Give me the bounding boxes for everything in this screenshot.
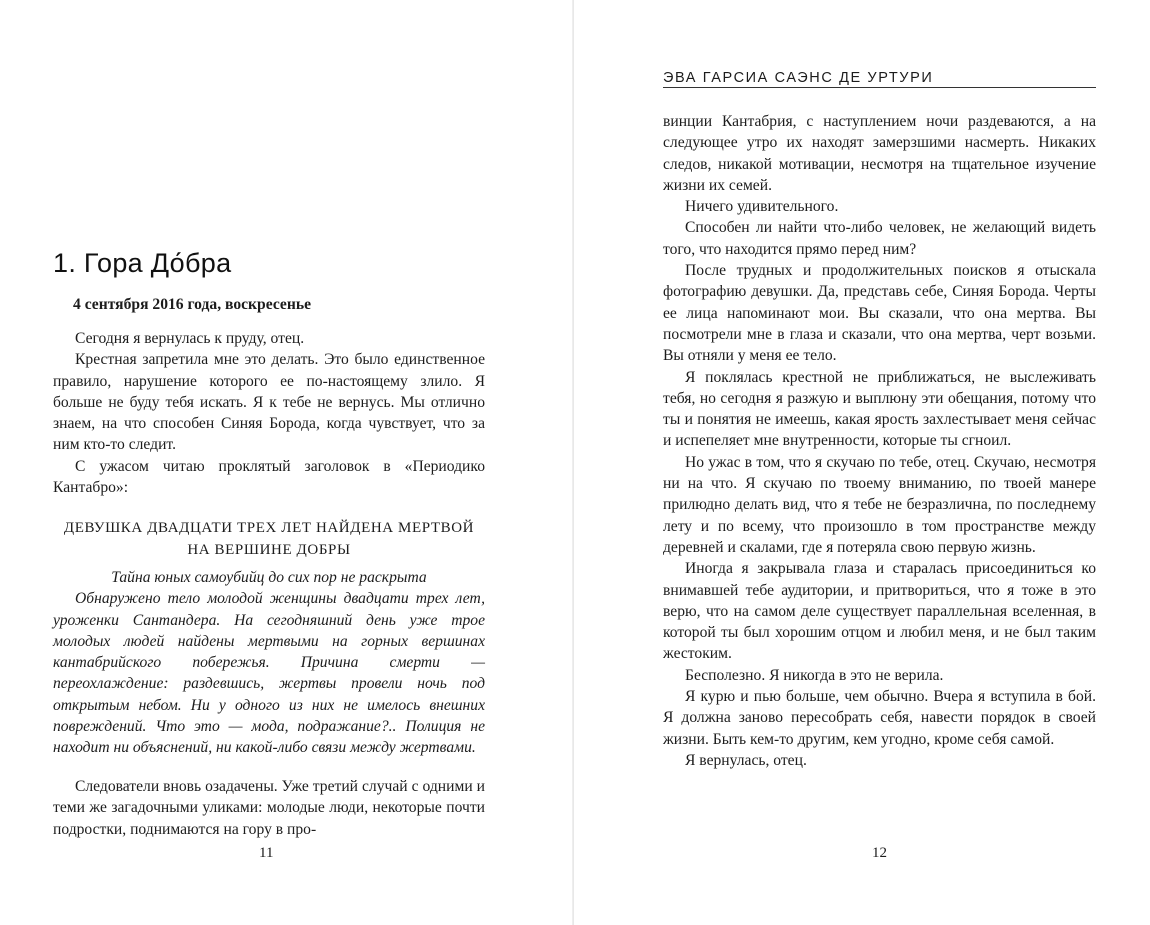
newspaper-subheadline: Тайна юных самоубийц до сих пор не раскрыта: [111, 569, 427, 586]
opening-text: [53, 328, 485, 498]
paragraph: Крестная запретила мне это делать. Это было единственное правило, нарушение которого ее по-настоящему злило. Я больше не буду тебя искать. Я к тебе не вернусь. Мы отлично знаем, на что способен Синяя Борода, когда чувствует, что за ним кто-то следит.: [53, 351, 485, 454]
running-head: ЭВА ГАРСИА САЭНС ДЕ УРТУРИ: [663, 70, 1096, 88]
paragraph: Но ужас в том, что я скучаю по тебе, отец. Скучаю, несмотря ни на что. Я скучаю по твоему вниманию, по твоей манере прилюдно делать вид, что я тебе не безразлична, по последнему лету и по всему, что произошло в том пространстве между деревней и скалами, где я потеряла свою первую жизнь.: [663, 453, 1096, 556]
page-number: 11: [259, 845, 274, 861]
newspaper-article: [53, 567, 485, 759]
headline-line: ДЕВУШКА ДВАДЦАТИ ТРЕХ ЛЕТ НАЙДЕНА МЕРТВОЙ: [63, 520, 475, 536]
article-text: Обнаружено тело молодой женщины двадцати трех лет, уроженки Сантандера. На сегодняшний день уже трое молодых людей найдены мертвыми на горных вершинах кантабрийского побережья. Причина смерти — переохлаждение: раздевшись, жертвы провели ночь под открытым небом. Ни у одного из них не имелось внешних повреждений. Что это — мода, подражание?.. Полиция не находит ни объяснений, ни какой-либо связи между жертвами.: [53, 590, 485, 757]
right-page-text: [663, 111, 1096, 771]
paragraph: Бесполезно. Я никогда в это не верила.: [685, 666, 944, 684]
paragraph: Я курю и пью больше, чем обычно. Вчера я вступила в бой. Я должна заново пересобрать себя, навести порядок в своей жизни. Быть кем-то другим, кем угодно, кроме себя самой.: [663, 688, 1096, 748]
newspaper-headline: [53, 517, 485, 561]
paragraph: Ничего удивительного.: [685, 198, 839, 216]
paragraph: Способен ли найти что-либо человек, не желающий видеть того, что находится прямо перед ним?: [663, 219, 1096, 258]
paragraph: Я поклялась крестной не приближаться, не выслеживать тебя, но сегодня я разжую и выплюну эти обещания, потому что ты и понятия не имеешь, какая ярость захлестывает меня сейчас и испепеляет мне внутренности, которые ты сгноил.: [663, 368, 1096, 450]
headline-line: НА ВЕРШИНЕ ДОБРЫ: [187, 542, 351, 558]
paragraph: После трудных и продолжительных поисков я отыскала фотографию девушки. Да, представь себе, Синяя Борода. Черты ее лица напоминают мои. Вы сказали, что она мертва. Вы посмотрели мне в глаза и сказали, что она мертва, черт возьми. Вы отняли у меня ее тело.: [663, 262, 1096, 365]
chapter-title: 1. Гора До́бра: [53, 248, 232, 278]
paragraph: Сегодня я вернулась к пруду, отец.: [75, 330, 305, 347]
page-number: 12: [872, 845, 887, 861]
chapter-date: 4 сентября 2016 года, воскресенье: [73, 296, 312, 313]
paragraph: Я вернулась, отец.: [685, 751, 807, 769]
paragraph: винции Кантабрия, с наступлением ночи раздеваются, а на следующее утро их находят замерзшими насмерть. Никаких следов, никакой мотивации, несмотря на тщательное изучение жизни их семей.: [663, 113, 1096, 194]
paragraph: С ужасом читаю проклятый заголовок в «Периодико Кантабро»:: [53, 457, 485, 497]
paragraph: Иногда я закрывала глаза и старалась присоединиться ко внимавшей тебе аудитории, и притвориться, что я тоже в это верю, что на самом деле существует параллельная вселенная, в которой ты был хорошим отцом и любил меня, и не был таким жестоким.: [663, 560, 1096, 663]
left-page: [0, 0, 573, 925]
paragraph: Следователи вновь озадачены. Уже третий случай с одними и теми же загадочными уликами: молодые люди, некоторые почти подростки, поднимаются на гору в про-: [53, 778, 485, 838]
closing-text: [53, 776, 485, 840]
